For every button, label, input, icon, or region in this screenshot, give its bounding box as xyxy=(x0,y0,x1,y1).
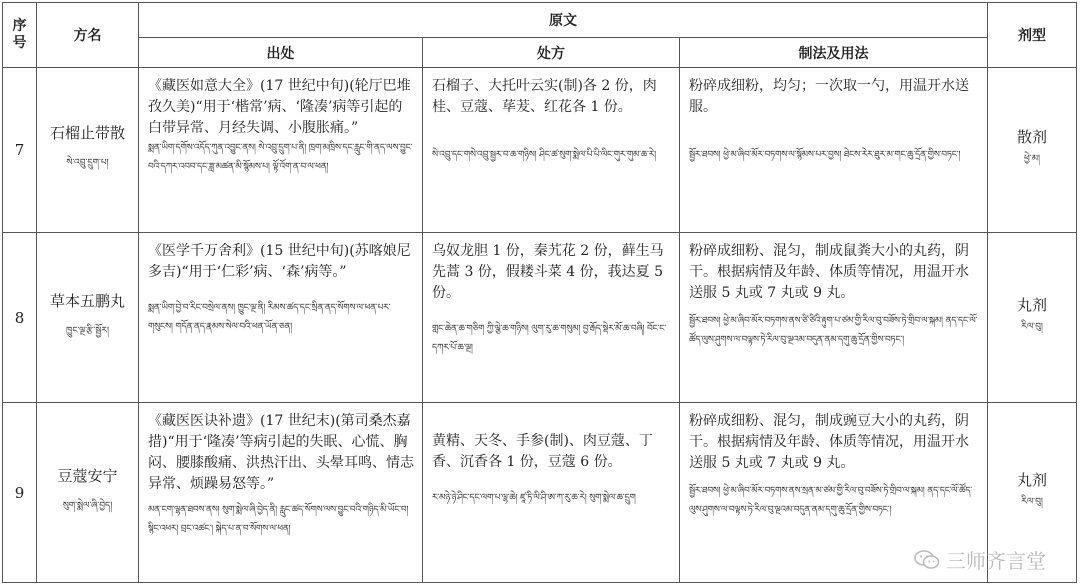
source-cell xyxy=(139,233,423,403)
method-zh: 粉碎成细粉、混匀，制成豌豆大小的丸药，阴干。根据病情及年龄、体质等情况，用温开水送服 5 丸或 7 丸或 9 丸。 xyxy=(689,413,969,471)
table-row xyxy=(3,68,1077,233)
row-name xyxy=(37,233,139,403)
source-tibetan: མན་ངག་ལྷན་ཐབས་ནས། སུག་སྨེལ་ཞི་བྱེད་ནི། རླུང་ཚད་སོགས་ལས་བྱུང་བའི་གཉིད་མི་ཡོང་བ། སྙིང་འཕར། བྲང་འཚང་། སྐེད་པ་ན་བ་སོགས་ལ་ཕན། xyxy=(148,505,409,534)
method-tibetan: སྦྱོར་ཐབས། ཕྱེ་མ་ཞིབ་མོར་བཏགས་ནས་ཙི་ཙིའི་རྟུག་པ་ཙམ་གྱི་རིལ་བུ་བཟོས་ཏེ་གྲིབ་ལ་སྐམ། ནད་དང་ལོ་ཚོད་ལུས་ཤུགས་ལ་བལྟས་ཏེ་རིལ་བུ་ལྔའམ་བདུན་ནམ་དགུ་ཆུ་དྲོན་གྱིས་བཏང་། xyxy=(689,316,978,345)
method-cell xyxy=(680,68,988,233)
watermark-text: 三师齐言堂 xyxy=(946,549,1046,573)
source-tibetan: སྨན་ཡིག་བྱེ་བ་རིང་བསྲེལ་ནས། ཁྱུང་ལྔ་ནི། རིམས་ཚད་དང་སྲིན་ནད་སོགས་ལ་ཕན་པར་གསུངས། གདོན་ནད་རྣམས་སེལ་བའི་ཕན་ཡོན་ཅན། xyxy=(148,303,391,332)
prescription-zh: 乌奴龙胆 1 份，秦艽花 2 份，藓生马先蒿 3 份，假耧斗菜 4 份，莪达夏 5 份。 xyxy=(432,243,664,301)
prescription-zh: 石榴子、大托叶云实(制)各 2 份，肉桂、豆蔻、荜茇、红花各 1 份。 xyxy=(432,78,657,115)
form-cell xyxy=(988,233,1077,403)
source-tibetan: སྨན་ཡིག་དགོས་འདོད་ཀུན་འབྱུང་ནས། སེ་འབྲུ་དྲུག་པ་ནི། ཁྲག་མཁྲིས་དང་རླུང་གི་ནད་ལས་བྱུང་བའི་དཀར་འབབ་དང་ཟླ་མཚན་མི་སྙོམས་པ། ལྟོ་འོག་ན་བ་ལ་ཕན། xyxy=(148,143,413,172)
source-cell xyxy=(139,68,423,233)
form-zh: 丸剂 xyxy=(1017,470,1048,489)
prescription-cell xyxy=(423,403,680,583)
name-zh: 草本五鹏丸 xyxy=(49,291,125,310)
prescription-zh: 黄精、天冬、手参(制)、肉豆蔻、丁香、沉香各 1 份，豆蔻 6 份。 xyxy=(432,433,653,470)
header-form: 剂型 xyxy=(988,3,1077,68)
header-seq: 序号 xyxy=(3,3,37,68)
source-zh: 《医学千万舍利》(15 世纪中旬)(苏喀娘尼多吉)“用于‘仁彩’病、‘森’病等。” xyxy=(148,243,411,280)
name-tibetan: སུག་སྨེལ་ཞི་བྱེད། xyxy=(62,500,113,511)
source-zh: 《藏医如意大全》(17 世纪中旬)(轮厅巴堆孜久美)“用于‘楷常’病、‘隆凑’病等引起的白带异常、月经失调、小腹胀痛。” xyxy=(148,78,411,136)
header-prescription: 处方 xyxy=(423,38,680,68)
name-tibetan: ཁྱུང་ལྔ་རྩི་སྦྱོར། xyxy=(66,325,109,336)
table-row xyxy=(3,233,1077,403)
form-tibetan: རིལ་བུ། xyxy=(1021,496,1043,507)
wechat-icon xyxy=(914,550,940,570)
row-seq: 8 xyxy=(3,233,37,403)
header-method: 制法及用法 xyxy=(680,38,988,68)
method-cell xyxy=(680,233,988,403)
source-cell xyxy=(139,403,423,583)
method-tibetan: སྦྱོར་ཐབས། ཕྱེ་མ་ཞིབ་མོར་བཏགས་ལ་སྙོམས་པར་བྱས། ཐེངས་རེར་ཐུར་མ་གང་ཆུ་དྲོན་གྱིས་བཏང་། xyxy=(689,150,961,160)
header-name: 方名 xyxy=(37,3,139,68)
header-original: 原文 xyxy=(139,3,988,38)
method-tibetan: སྦྱོར་ཐབས། ཕྱེ་མ་ཞིབ་མོར་བཏགས་ནས་སྲན་མ་ཙམ་གྱི་རིལ་བུ་བཟོས་ཏེ་གྲིབ་ལ་སྐམ། ནད་དང་ལོ་ཚོད་ལུས་ཤུགས་ལ་བལྟས་ཏེ་རིལ་བུ་ལྔའམ་བདུན་ནམ་དགུ་ཆུ་དྲོན་གྱིས་བཏང་། xyxy=(689,486,972,515)
row-name xyxy=(37,403,139,583)
prescription-cell xyxy=(423,233,680,403)
name-zh: 石榴止带散 xyxy=(49,124,125,142)
source-zh: 《藏医医诀补遗》(17 世纪末)(第司桑杰嘉措)“用于‘隆凑’等病引起的失眠、心慌、胸闷、腰膝酸痛、洪热汗出、头晕耳鸣、情志异常、烦躁易怒等。” xyxy=(148,413,414,492)
form-tibetan: ཕྱེ་མ། xyxy=(1024,154,1041,164)
form-tibetan: རིལ་བུ། xyxy=(1021,321,1043,332)
form-zh: 散剂 xyxy=(1017,128,1048,146)
formula-table xyxy=(2,2,1077,583)
row-seq: 7 xyxy=(3,68,37,233)
form-zh: 丸剂 xyxy=(1017,295,1048,314)
method-zh: 粉碎成细粉、混匀，制成鼠粪大小的丸药，阴干。根据病情及年龄、体质等情况，用温开水送服 5 丸或 7 丸或 9 丸。 xyxy=(689,243,969,301)
prescription-tibetan: གླང་ཆེན་ཆ་གཅིག ཀྱི་ལྕེ་ཆ་གཉིས། ལུག་རུ་ཆ་གསུམ། བྱ་རྒོད་སྡེར་མོ་ཆ་བཞི། བོང་ང་དཀར་པོ་ཆ་ལྔ། xyxy=(432,324,666,353)
prescription-cell xyxy=(423,68,680,233)
form-cell xyxy=(988,68,1077,233)
prescription-tibetan: ར་མཉེ་ཉེ་ཤིང་དང་ལག་པ་ལྷ་ཆེ། ཛཱ་ཏི་ལི་ཤི་ཨ་ཀ་རུ་ཆ་རེ། སུག་སྨེལ་ཆ་དྲུག xyxy=(432,493,636,503)
row-name xyxy=(37,68,139,233)
row-seq: 9 xyxy=(3,403,37,583)
watermark xyxy=(914,545,1046,574)
name-zh: 豆蔻安宁 xyxy=(57,466,118,485)
header-source: 出处 xyxy=(139,38,423,68)
prescription-tibetan: སེ་འབྲུ་དང་གསེ་འབྲུ་སྦྱར་བ་ཆ་གཉིས། ཤིང་ཚ་སུག་སྨེལ་པི་པི་ལིང་གུར་གུམ་ཆ་རེ། xyxy=(432,150,656,160)
name-tibetan: སེ་འབྲུ་དྲུག་པ། xyxy=(66,158,109,168)
method-zh: 粉碎成细粉，均匀；一次取一勺，用温开水送服。 xyxy=(689,78,969,115)
